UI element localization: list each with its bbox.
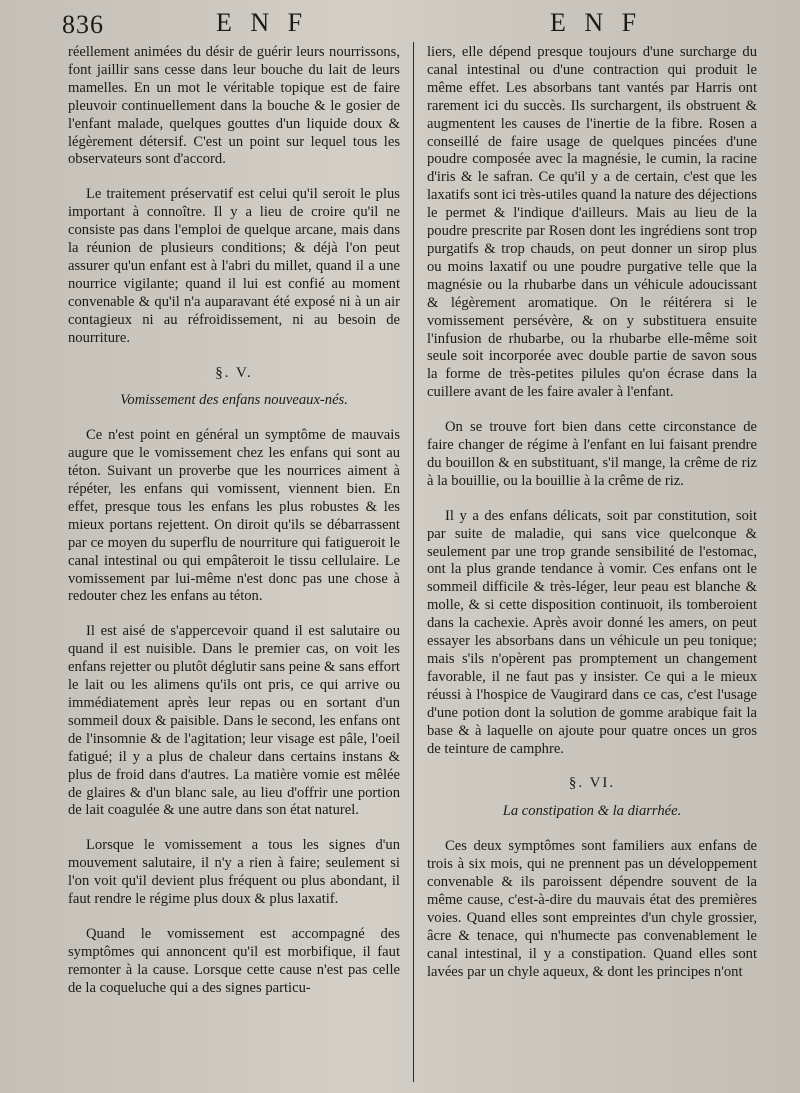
paragraph: Il y a des enfans délicats, soit par constitution, soit par suite de maladie, qui sans vice quelconque & seulement par une trop grande sensibilité de l'estomac, ont la plus grande tendance à vomir. Ces enfans ont le sommeil difficile & très-léger, leur peau est blanche & molle, & si cette disposition continuoit, ils tomberoient dans la cachexie. Après avoir donné les amers, on peut essayer les absorbans dans un véhicule un peu tonique; mais s'ils n'opèrent pas promptement un changement favorable, il ne faut pas y insister. Ce qui a le mieux réussi à l'hospice de Vaugirard dans ce cas, c'est l'usage d'une potion dont la solution de gomme arabique fait la base & à laquelle on ajoute pour quatre onces un gros de teinture de camphre. (427, 507, 757, 757)
running-header (0, 8, 800, 40)
running-title-right: E N F (550, 8, 643, 37)
paragraph: liers, elle dépend presque toujours d'une surcharge du canal intestinal ou d'une contraction qui produit le même effet. Les absorbans tant vantés par Harris ont rarement ici du succès. Ils surchargent, ils obstruent & augmentent les causes de l'inertie de la fibre. Rosen a conseillé de faire usage de quelques pincées d'une poudre composée avec la magnésie, le cumin, la racine d'iris & le safran. Ce qu'il y a de certain, c'est que les laxatifs sont ici très-utiles quand la nature des déjections le permet & l'indique d'ailleurs. Mais au lieu de la poudre prescrite par Rosen dont les ingrédiens sont trop purgatifs & trop chauds, on peut donner un sirop plus ou moins laxatif ou une poudre purgative telle que la magnésie ou la rhubarbe dans un véhicule adoucissant & légèrement aromatique. On le réitérera si le vomissement persévère, & on y substituera ensuite l'infusion de rhubarbe, ou la rhubarbe elle-même soit seule soit incorporée avec double partie de savon sous la forme de très-petites pilules qu'on écrase dans la cuillere avant de les faire avaler à l'enfant. (427, 44, 757, 401)
paragraph: On se trouve fort bien dans cette circonstance de faire changer de régime à l'enfant en lui faisant prendre du bouillon & en substituant, s'il mange, la crême de riz à la bouillie, ou la bouillie à la crême de riz. (427, 419, 757, 489)
section-heading-vi: §. VI. (568, 775, 616, 792)
right-column (427, 44, 757, 982)
running-title-left: E N F (216, 8, 309, 37)
paragraph: Quand le vomissement est accompagné des symptômes qui annoncent qu'il est morbifique, il faut remonter à la cause. Lorsque cette cause n'est pas celle de la coqueluche qui a des signes particu- (68, 925, 400, 996)
section-subtitle-v: Vomissement des enfans nouveaux-nés. (120, 392, 348, 409)
left-column (68, 44, 400, 998)
section-heading-v: §. V. (215, 364, 253, 381)
paragraph: Ces deux symptômes sont familiers aux enfans de trois à six mois, qui ne prennent pas un développement convenable & ils paroissent dépendre souvent de la même cause, c'est-à-dire du mauvais état des premières voies. Quand elles sont empreintes d'un chyle grossier, âcre & tenace, qui n'humecte pas convenablement le canal intestinal, il y a constipation. Quand elles sont lavées par un chyle aqueux, & dont les principes n'ont (427, 838, 757, 980)
page-number: 836 (62, 10, 104, 39)
paragraph: Il est aisé de s'appercevoir quand il est salutaire ou quand il est nuisible. Dans le premier cas, on voit les enfans rejetter ou plutôt déglutir sans peine & sans effort le lait ou les alimens qu'ils ont pris, ce qui arrive ou immédiatement après leur repas ou en sortant d'un sommeil doux & paisible. Dans le second, les enfans ont de l'insomnie & de l'agitation; leur visage est pâle, l'oeil fatigué; il y a plus de chaleur dans certains instans & plus de froid dans d'autres. La matière vomie est mêlée de glaires & d'un blanc sale, au lieu d'offrir une portion de lait coagulée & une autre dans son état naturel. (68, 623, 400, 819)
column-divider (413, 42, 414, 1082)
paragraph: réellement animées du désir de guérir leurs nourrissons, font jaillir sans cesse dans leur bouche du lait de leurs mamelles. En un mot le véritable topique est de faire pleuvoir continuellement dans la bouche & le gosier de l'enfant malade, quelques gouttes d'un liquide doux & légèrement détersif. C'est un point sur lequel tous les observateurs sont d'accord. (68, 44, 400, 168)
section-subtitle-vi: La constipation & la diarrhée. (502, 803, 682, 820)
paragraph: Lorsque le vomissement a tous les signes d'un mouvement salutaire, il n'y a rien à faire; seulement si l'on voit qu'il devient plus fréquent ou plus abondant, il faut rendre le régime plus doux & plus laxatif. (68, 837, 400, 908)
paragraph: Le traitement préservatif est celui qu'il seroit le plus important à connoître. Il y a lieu de croire qu'il ne consiste pas dans l'emploi de quelque arcane, mais dans la réunion de plusieurs conditions; & déjà l'on peut assurer qu'un enfant est à l'abri du millet, quand il a une nourrice vigilante; quand il lui est confié au moment convenable & qu'il n'a auparavant été exposé ni à un air contagieux ni au réfroidissement, ni au besoin de nourriture. (68, 186, 400, 346)
paragraph: Ce n'est point en général un symptôme de mauvais augure que le vomissement chez les enfans qui sont au téton. Suivant un proverbe que les nourrices aiment à répéter, les enfans qui vomissent, viennent bien. En effet, presque tous les enfans les plus robustes & les mieux portans rejettent. On diroit qu'ils se débarrassent par ce moyen du superflu de nourriture qui fatigueroit le canal intestinal ou qui empâteroit le tissu cellulaire. Le vomissement par lui-même n'est donc pas une chose à redouter chez les enfans au téton. (68, 427, 400, 605)
